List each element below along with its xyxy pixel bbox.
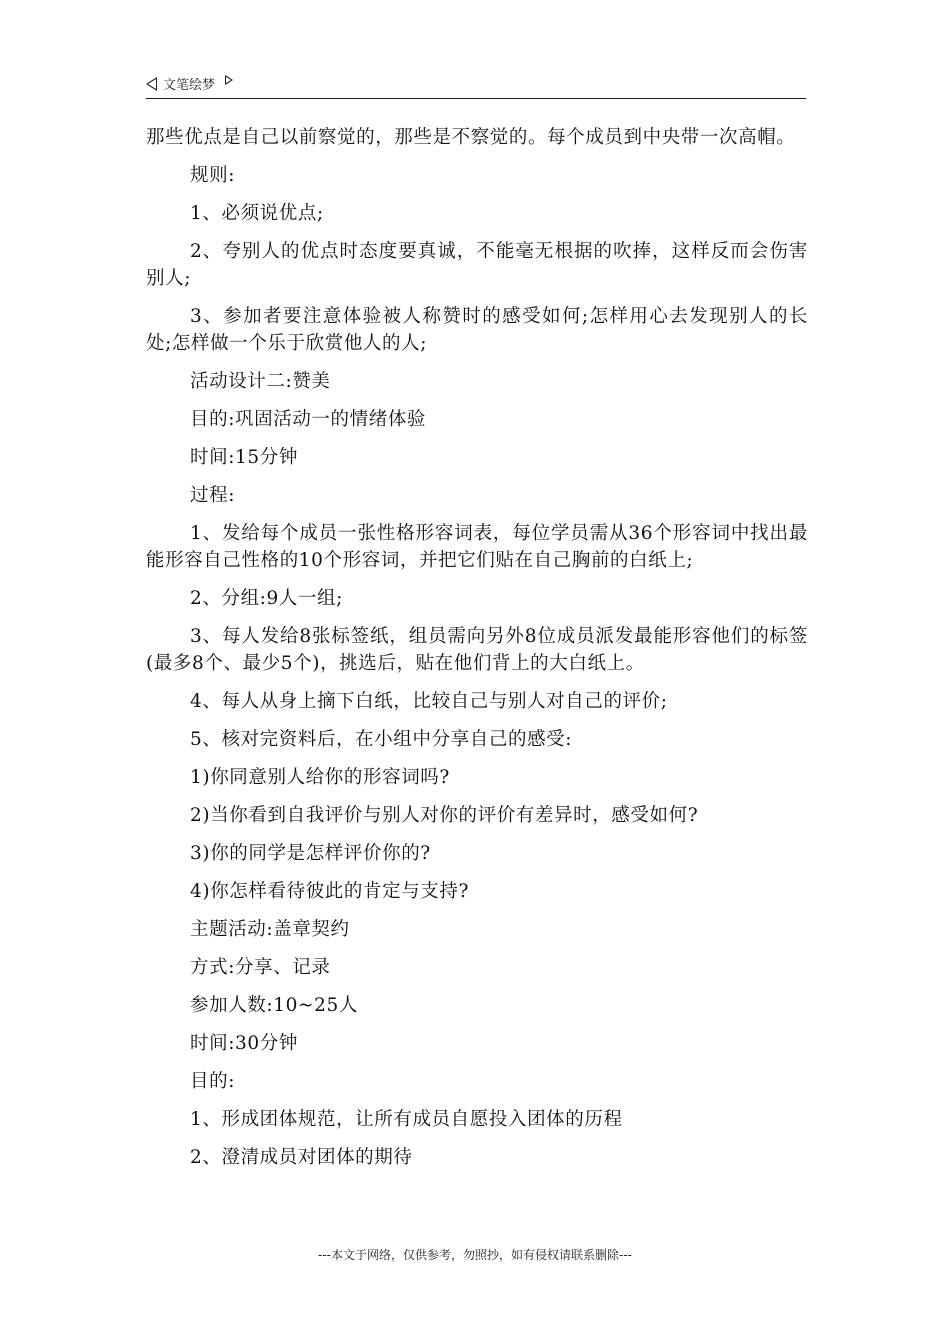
paragraph: 3、每人发给8张标签纸，组员需向另外8位成员派发最能形容他们的标签(最多8个、最少5个)，挑选后，贴在他们背上的大白纸上。 bbox=[146, 626, 808, 674]
document-body bbox=[146, 124, 808, 1182]
paragraph: 那些优点是自己以前察觉的，那些是不察觉的。每个成员到中央带一次高帽。 bbox=[146, 127, 796, 148]
paragraph: 规则: bbox=[190, 165, 236, 186]
page-footer: ---本文于网络，仅供参考，勿照抄，如有侵权请联系删除--- bbox=[318, 1248, 632, 1262]
paragraph: 5、核对完资料后，在小组中分享自己的感受: bbox=[190, 729, 573, 750]
paragraph: 4、每人从身上摘下白纸，比较自己与别人对自己的评价; bbox=[190, 691, 668, 712]
header-brand bbox=[146, 74, 233, 93]
page-header bbox=[146, 72, 806, 99]
paragraph: 1、必须说优点; bbox=[190, 203, 324, 224]
paragraph: 1、发给每个成员一张性格形容词表，每位学员需从36个形容词中找出最能形容自己性格的10个形容词，并把它们贴在自己胸前的白纸上; bbox=[146, 523, 808, 571]
paragraph: 1、形成团体规范，让所有成员自愿投入团体的历程 bbox=[190, 1109, 623, 1130]
triangle-left-icon bbox=[146, 77, 157, 91]
paragraph: 3、参加者要注意体验被人称赞时的感受如何;怎样用心去发现别人的长处;怎样做一个乐于欣赏他人的人; bbox=[146, 306, 808, 354]
paragraph: 参加人数:10~25人 bbox=[190, 995, 358, 1016]
paragraph: 过程: bbox=[190, 485, 236, 506]
brand-text: 文笔绘梦 bbox=[163, 78, 216, 93]
triangle-right-icon bbox=[225, 75, 233, 85]
paragraph: 方式:分享、记录 bbox=[190, 957, 331, 978]
paragraph: 活动设计二:赞美 bbox=[190, 371, 331, 392]
paragraph: 1)你同意别人给你的形容词吗? bbox=[190, 767, 450, 788]
paragraph: 2、澄清成员对团体的期待 bbox=[190, 1147, 413, 1168]
paragraph: 2、分组:9人一组; bbox=[190, 588, 344, 609]
paragraph: 目的: bbox=[190, 1071, 236, 1092]
paragraph: 4)你怎样看待彼此的肯定与支持? bbox=[190, 881, 470, 902]
paragraph: 主题活动:盖章契约 bbox=[190, 919, 350, 940]
paragraph: 目的:巩固活动一的情绪体验 bbox=[190, 409, 427, 430]
paragraph: 2、夸别人的优点时态度要真诚，不能毫无根据的吹捧，这样反而会伤害别人; bbox=[146, 241, 808, 289]
paragraph: 3)你的同学是怎样评价你的? bbox=[190, 843, 431, 864]
paragraph: 2)当你看到自我评价与别人对你的评价有差异时，感受如何? bbox=[190, 805, 699, 826]
paragraph: 时间:30分钟 bbox=[190, 1033, 298, 1054]
paragraph: 时间:15分钟 bbox=[190, 447, 298, 468]
